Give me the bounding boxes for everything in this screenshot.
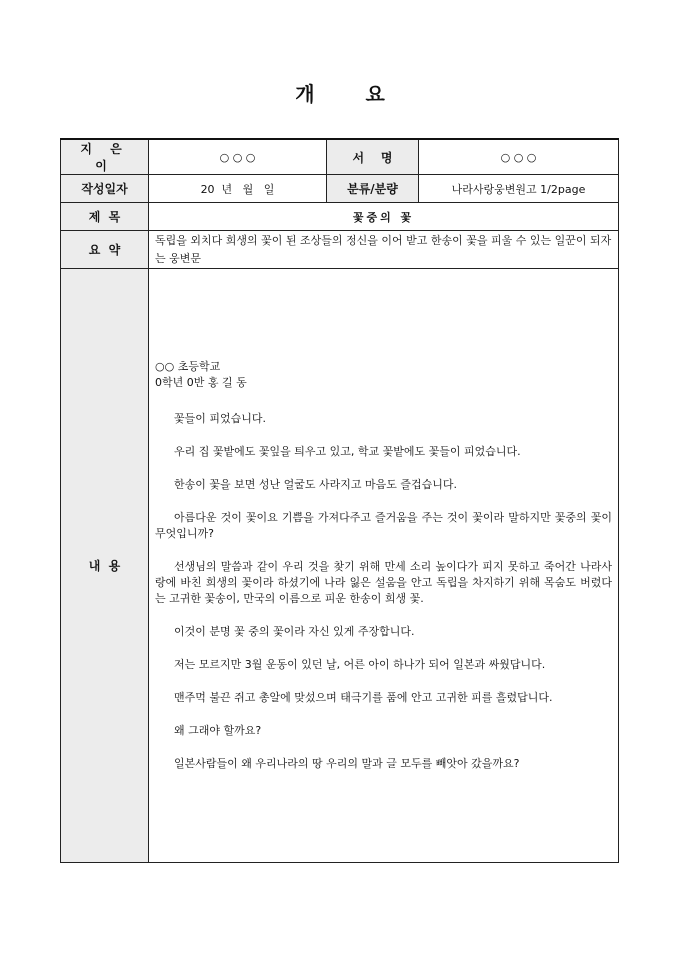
category-value: 나라사랑웅변원고 1/2page <box>419 175 619 203</box>
content-row <box>61 269 619 863</box>
author-row <box>61 139 619 175</box>
paragraph: 이것이 분명 꽃 중의 꽃이라 자신 있게 주장합니다. <box>174 625 415 638</box>
student-name: 0학년 0반 홍 길 동 <box>155 376 247 389</box>
author-label: 지 은 이 <box>61 139 149 175</box>
subject-value: 꽃중의 꽃 <box>149 203 619 231</box>
overview-table <box>60 138 619 863</box>
signature-value: ○ ○ ○ <box>419 139 619 175</box>
summary-row <box>61 231 619 269</box>
summary-label: 요 약 <box>61 231 149 269</box>
paragraph: 선생님의 말씀과 같이 우리 것을 찾기 위해 만세 소리 높이다가 피지 못하고 죽어간 나라사랑에 바친 희생의 꽃이라 하셨기에 나라 잃은 설움을 안고 독립을 차지하기 위해 목숨도 버렸다는 고귀한 꽃송이, 만국의 이름으로 피운 한송이 희생 꽃. <box>155 560 612 605</box>
paragraph: 일본사람들이 왜 우리나라의 땅 우리의 말과 글 모두를 빼앗아 갔을까요? <box>174 757 520 770</box>
author-value: ○ ○ ○ <box>149 139 327 175</box>
date-row <box>61 175 619 203</box>
content-body <box>149 269 619 863</box>
paragraph: 저는 모르지만 3월 운동이 있던 날, 어른 아이 하나가 되어 일본과 싸웠답니다. <box>174 658 546 671</box>
paragraph: 꽃들이 피었습니다. <box>174 412 267 425</box>
paragraph: 한송이 꽃을 보면 성난 얼굴도 사라지고 마음도 즐겁습니다. <box>174 478 457 491</box>
category-label: 분류/분량 <box>327 175 419 203</box>
school-name: ○○ 초등학교 <box>155 360 221 373</box>
summary-value: 독립을 외치다 희생의 꽃이 된 조상들의 정신을 이어 받고 한송이 꽃을 피울 수 있는 일꾼이 되자는 웅변문 <box>149 231 619 269</box>
paragraph: 우리 집 꽃밭에도 꽃잎을 틔우고 있고, 학교 꽃밭에도 꽃들이 피었습니다. <box>174 445 521 458</box>
paragraph: 맨주먹 불끈 쥐고 총알에 맞섰으며 태극기를 품에 안고 고귀한 피를 흘렸답니다. <box>174 691 553 704</box>
subject-row <box>61 203 619 231</box>
subject-label: 제 목 <box>61 203 149 231</box>
date-value: 20 년 월 일 <box>149 175 327 203</box>
date-label: 작성일자 <box>61 175 149 203</box>
signature-label: 서 명 <box>327 139 419 175</box>
content-label: 내 용 <box>61 269 149 863</box>
paragraph: 왜 그래야 할까요? <box>174 724 262 737</box>
paragraph: 아름다운 것이 꽃이요 기쁨을 가져다주고 즐거움을 주는 것이 꽃이라 말하지만 꽃중의 꽃이 무엇입니까? <box>155 511 612 540</box>
document-title: 개 요 <box>295 82 407 106</box>
